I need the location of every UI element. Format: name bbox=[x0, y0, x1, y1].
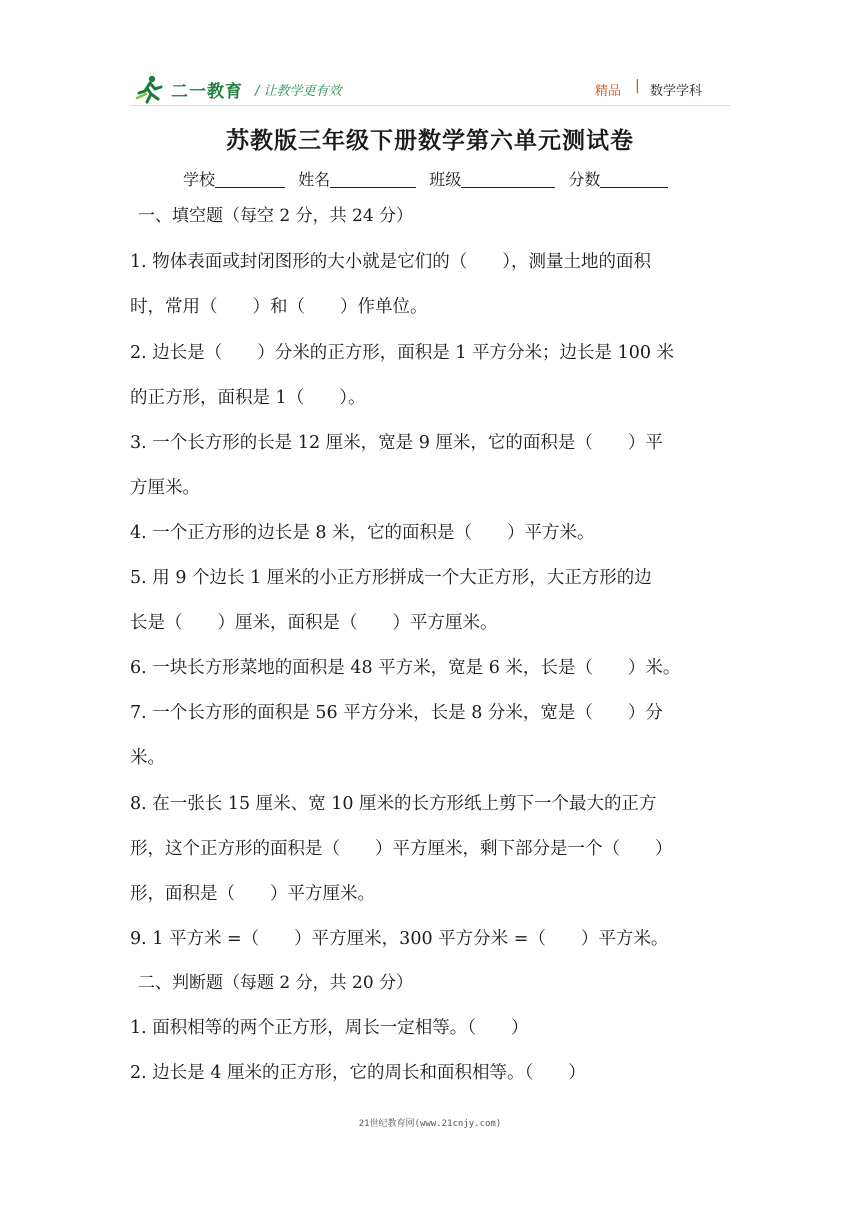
question-line: 形，面积是（ ）平方厘米。 bbox=[130, 884, 375, 904]
name-blank bbox=[330, 171, 416, 188]
tag-separator: | bbox=[635, 78, 640, 94]
question-line: 1. 面积相等的两个正方形，周长一定相等。（ ） bbox=[130, 1018, 529, 1038]
question-line: 方厘米。 bbox=[130, 478, 200, 498]
score-label: 分数 bbox=[568, 170, 601, 189]
question-line: 7. 一个长方形的面积是 56 平方分米，长是 8 分米，宽是（ ）分 bbox=[130, 703, 663, 723]
brand-name: 二一教育 bbox=[171, 82, 243, 102]
page-title: 苏教版三年级下册数学第六单元测试卷 bbox=[226, 127, 634, 154]
question-line: 2. 边长是（ ）分米的正方形，面积是 1 平方分米；边长是 100 米 bbox=[130, 343, 675, 363]
school-blank bbox=[215, 171, 285, 188]
subject-tag: 数学学科 bbox=[650, 84, 703, 99]
question-line: 4. 一个正方形的边长是 8 米，它的面积是（ ）平方米。 bbox=[130, 523, 595, 543]
page-footer: 21世纪教育网(www.21cnjy.com) bbox=[358, 1119, 502, 1129]
question-line: 米。 bbox=[130, 748, 165, 768]
header-divider bbox=[130, 105, 730, 106]
question-line: 长是（ ）厘米，面积是（ ）平方厘米。 bbox=[130, 613, 498, 633]
section-heading: 二、判断题（每题 2 分，共 20 分） bbox=[138, 973, 414, 993]
question-line: 时，常用（ ）和（ ）作单位。 bbox=[130, 297, 428, 317]
quality-tag: 精品 bbox=[595, 84, 622, 99]
class-label: 班级 bbox=[429, 170, 462, 189]
question-line: 8. 在一张长 15 厘米、宽 10 厘米的长方形纸上剪下一个最大的正方 bbox=[130, 794, 657, 814]
question-line: 9. 1 平方米 =（ ）平方厘米，300 平方分米 =（ ）平方米。 bbox=[130, 929, 669, 949]
question-line: 3. 一个长方形的长是 12 厘米，宽是 9 厘米，它的面积是（ ）平 bbox=[130, 433, 663, 453]
question-line: 1. 物体表面或封闭图形的大小就是它们的（ ），测量土地的面积 bbox=[130, 252, 652, 272]
runner-logo-icon bbox=[135, 74, 165, 104]
student-info-row bbox=[183, 167, 676, 190]
score-blank bbox=[600, 171, 668, 188]
section-heading: 一、填空题（每空 2 分，共 24 分） bbox=[138, 206, 414, 226]
name-label: 姓名 bbox=[298, 170, 331, 189]
school-label: 学校 bbox=[183, 170, 216, 189]
question-line: 2. 边长是 4 厘米的正方形，它的周长和面积相等。（ ） bbox=[130, 1063, 586, 1083]
page-header bbox=[135, 72, 725, 106]
question-line: 5. 用 9 个边长 1 厘米的小正方形拼成一个大正方形，大正方形的边 bbox=[130, 568, 652, 588]
class-blank bbox=[461, 171, 555, 188]
question-line: 的正方形，面积是 1（ ）。 bbox=[130, 388, 366, 408]
question-line: 形，这个正方形的面积是（ ）平方厘米，剩下部分是一个（ ） bbox=[130, 839, 673, 859]
brand-slogan: / 让教学更有效 bbox=[255, 84, 342, 99]
question-line: 6. 一块长方形菜地的面积是 48 平方米，宽是 6 米，长是（ ）米。 bbox=[130, 658, 681, 678]
